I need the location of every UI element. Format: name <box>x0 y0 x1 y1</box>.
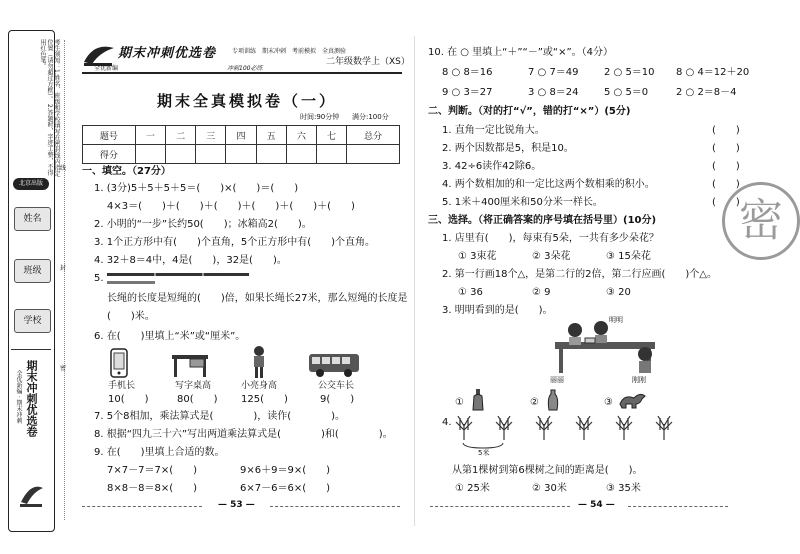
header-logo-text: 期末冲刺优选卷 <box>118 46 217 61</box>
score-cell[interactable] <box>286 145 316 164</box>
choice-2-opt-2[interactable]: ② 9 <box>532 287 551 298</box>
choice-1-opt-3[interactable]: ③ 15朵花 <box>606 251 651 262</box>
choice-3-opt-2[interactable]: ② <box>530 397 539 408</box>
judge-5: 5. 1米＋400厘米和50分米一样长。 <box>442 197 603 208</box>
classroom-scene-illustration <box>545 320 665 378</box>
question-3: 3. 1个正方形中有( )个直角，5个正方形中有( )个直角。 <box>94 237 376 248</box>
header-logo-sub: 全优新编 <box>94 65 119 72</box>
vase-icon <box>545 388 561 412</box>
label-mingming: 明明 <box>609 316 623 324</box>
score-row-header <box>83 126 400 145</box>
label-lili: 丽丽 <box>550 376 564 384</box>
judge-1-answer[interactable]: ( ) <box>712 125 740 136</box>
header-slogan: 专项训练 期末冲刺 考前模拟 全真测验 <box>232 48 347 55</box>
page-fold <box>414 36 415 526</box>
exam-title: 期末全真模拟卷（一） <box>157 92 338 110</box>
question-4: 4. 32＋8＝4中，4是( )，32是( )。 <box>94 255 287 266</box>
label-ganggang: 刚刚 <box>632 376 646 384</box>
score-cell[interactable] <box>256 145 286 164</box>
question-7: 7. 5个8相加，乘法算式是( )，读作( )。 <box>94 411 346 422</box>
choice-4-number: 4. <box>442 417 452 428</box>
score-row-values <box>83 145 400 164</box>
question-5-text: 长绳的长度是短绳的( )倍，如果长绳长27米，那么短绳的长度是 <box>107 293 408 304</box>
question-2: 2. 小明的“一步”长约50( )；冰箱高2( )。 <box>94 219 312 230</box>
bus-icon <box>308 352 360 378</box>
choice-1-opt-1[interactable]: ① 3束花 <box>458 251 497 262</box>
brand-logo-icon <box>17 480 45 510</box>
question-5-number: 5. <box>94 273 104 284</box>
seal-line <box>64 40 65 520</box>
class-label: 班级 <box>14 259 51 283</box>
score-header-cell: 一 <box>135 126 165 145</box>
choice-1-opt-2[interactable]: ② 3朵花 <box>532 251 571 262</box>
choice-4-opt-3[interactable]: ③ 35米 <box>606 483 641 494</box>
footer-rule-right-a <box>430 506 570 507</box>
judge-3-answer[interactable]: ( ) <box>712 161 740 172</box>
score-table <box>82 125 400 164</box>
seal-mark-1: 线 <box>60 165 67 172</box>
long-rope <box>107 273 249 276</box>
score-header-cell: 总分 <box>347 126 400 145</box>
choice-4-opt-1[interactable]: ① 25米 <box>455 483 490 494</box>
name-label: 姓名 <box>14 207 51 231</box>
score-header-cell: 四 <box>226 126 256 145</box>
question-8: 8. 根据“四九三十六”写出两道乘法算式是( )和( )。 <box>94 429 393 440</box>
q6-desk-answer[interactable]: 80( ) <box>177 394 218 405</box>
question-6: 6. 在( )里填上“米”或“厘米”。 <box>94 331 246 342</box>
question-1b: 4×3＝( )＋( )＋( )＋( )＋( )＋( ) <box>107 201 355 212</box>
rope-diagram <box>107 272 257 286</box>
score-cell[interactable] <box>166 145 196 164</box>
page-header <box>82 40 410 74</box>
candidate-notice: 考生须知：1.姓名、班级和学校填写在密封线内指定位置（请勿超过方框）。 2.答题时，字迹工整，不得用红色笔。 <box>39 39 60 177</box>
score-header-cell: 六 <box>286 126 316 145</box>
judge-2-answer[interactable]: ( ) <box>712 143 740 154</box>
footer-rule-left-a <box>82 506 202 507</box>
score-cell[interactable] <box>316 145 346 164</box>
tree-row-illustration <box>452 412 732 442</box>
question-1a: 1. (3分)5＋5＋5＋5＝( )×( )＝( ) <box>94 183 299 194</box>
dinosaur-toy-icon <box>618 390 648 410</box>
desk-icon <box>170 352 210 378</box>
q9-row2-a: 8×8－8＝8×( ) <box>107 483 198 494</box>
score-row-label: 得分 <box>83 145 136 164</box>
section-fill-in: 一、填空。（27分） <box>82 166 171 177</box>
q9-row2-b: 6×7－6＝6×( ) <box>240 483 331 494</box>
q10-r2-d[interactable]: 2 ○ 2＝8－4 <box>676 87 737 98</box>
phone-icon <box>108 348 130 378</box>
score-header-cell: 题号 <box>83 126 136 145</box>
question-10: 10. 在 ○ 里填上“＋”“－”或“×”。（4分） <box>428 47 613 58</box>
q6-bus-label: 公交车长 <box>318 381 355 391</box>
q9-row1-a: 7×7－7＝7×( ) <box>107 465 198 476</box>
score-cell[interactable] <box>196 145 226 164</box>
score-cell[interactable] <box>347 145 400 164</box>
brand-sub: 全优新编 · 期末冲刺 <box>15 370 22 424</box>
score-cell[interactable] <box>226 145 256 164</box>
judge-2: 2. 两个因数都是5，积是10。 <box>442 143 574 154</box>
score-header-cell: 二 <box>166 126 196 145</box>
school-label: 学校 <box>14 309 51 333</box>
judge-4: 4. 两个数相加的和一定比这两个数相乘的积小。 <box>442 179 655 190</box>
seal-mark-2: 封 <box>60 265 67 272</box>
q10-r2-a[interactable]: 9 ○ 3＝27 <box>442 87 493 98</box>
binding-strip <box>8 30 60 532</box>
boy-icon <box>250 345 268 379</box>
q10-r1-c[interactable]: 2 ○ 5＝10 <box>604 67 655 78</box>
question-5-text2: ( )米。 <box>107 311 155 322</box>
choice-2: 2. 第一行画18个△，是第二行的2倍，第二行应画( )个△。 <box>442 269 717 280</box>
distance-label: 5米 <box>478 449 490 457</box>
grade-label: 二年级数学上（XS） <box>326 57 410 67</box>
brand-block <box>11 349 51 528</box>
exam-score: 满分:100分 <box>352 113 389 121</box>
section-judge: 二、判断。（对的打“√”，错的打“×”）(5分) <box>428 106 631 117</box>
choice-3: 3. 明明看到的是( )。 <box>442 305 553 316</box>
page-number-right: — 54 — <box>578 500 615 510</box>
choice-2-opt-1[interactable]: ① 36 <box>458 287 483 298</box>
score-cell[interactable] <box>135 145 165 164</box>
judge-4-answer[interactable]: ( ) <box>712 179 740 190</box>
choice-3-opt-1[interactable]: ① <box>455 397 464 408</box>
section-choice: 三、选择。（将正确答案的序号填在括号里）(10分) <box>428 215 657 226</box>
choice-4: 从第1棵树到第6棵树之间的距离是( )。 <box>452 465 643 476</box>
header-motto: 冲刺100必练 <box>227 65 263 72</box>
q6-boy-answer[interactable]: 125( ) <box>241 394 288 405</box>
footer-rule-left-b <box>270 506 400 507</box>
question-9: 9. 在( )里填上合适的数。 <box>94 447 225 458</box>
q10-r1-b[interactable]: 7 ○ 7＝49 <box>528 67 579 78</box>
score-header-cell: 七 <box>316 126 346 145</box>
q10-r1-d[interactable]: 8 ○ 4＝12＋20 <box>676 67 750 78</box>
page-number-left: — 53 — <box>218 500 255 510</box>
brand-vertical: 期末冲刺优选卷 <box>25 360 38 437</box>
q6-boy-label: 小亮身高 <box>241 381 278 391</box>
q10-r2-b[interactable]: 3 ○ 8＝24 <box>528 87 579 98</box>
judge-3: 3. 42÷6读作42除6。 <box>442 161 542 172</box>
q6-desk-label: 写字桌高 <box>175 381 212 391</box>
q6-phone-answer[interactable]: 10( ) <box>108 394 149 405</box>
q10-r1-a[interactable]: 8 ○ 8＝16 <box>442 67 493 78</box>
judge-1: 1. 直角一定比锐角大。 <box>442 125 545 136</box>
choice-1: 1. 店里有( )，每束有5朵，一共有多少朵花？ <box>442 233 659 244</box>
exam-time: 时间:90分钟 <box>300 113 340 121</box>
footer-rule-right-b <box>628 506 728 507</box>
short-rope <box>107 281 155 284</box>
seal-mark-3: 密 <box>60 365 67 372</box>
q6-bus-answer[interactable]: 9( ) <box>320 394 355 405</box>
bottle-icon <box>470 388 486 412</box>
q6-phone-label: 手机长 <box>108 381 136 391</box>
q9-row1-b: 9×6＋9＝9×( ) <box>240 465 331 476</box>
choice-2-opt-3[interactable]: ③ 20 <box>606 287 631 298</box>
score-header-cell: 五 <box>256 126 286 145</box>
q10-r2-c[interactable]: 5 ○ 5＝0 <box>604 87 649 98</box>
confidential-stamp: 密 <box>722 182 800 260</box>
choice-4-opt-2[interactable]: ② 30米 <box>532 483 567 494</box>
header-rule <box>82 72 402 74</box>
score-header-cell: 三 <box>196 126 226 145</box>
judge-5-answer[interactable]: ( ) <box>712 197 740 208</box>
publisher-badge: 北京出版 <box>13 178 49 190</box>
choice-3-opt-3[interactable]: ③ <box>604 397 613 408</box>
